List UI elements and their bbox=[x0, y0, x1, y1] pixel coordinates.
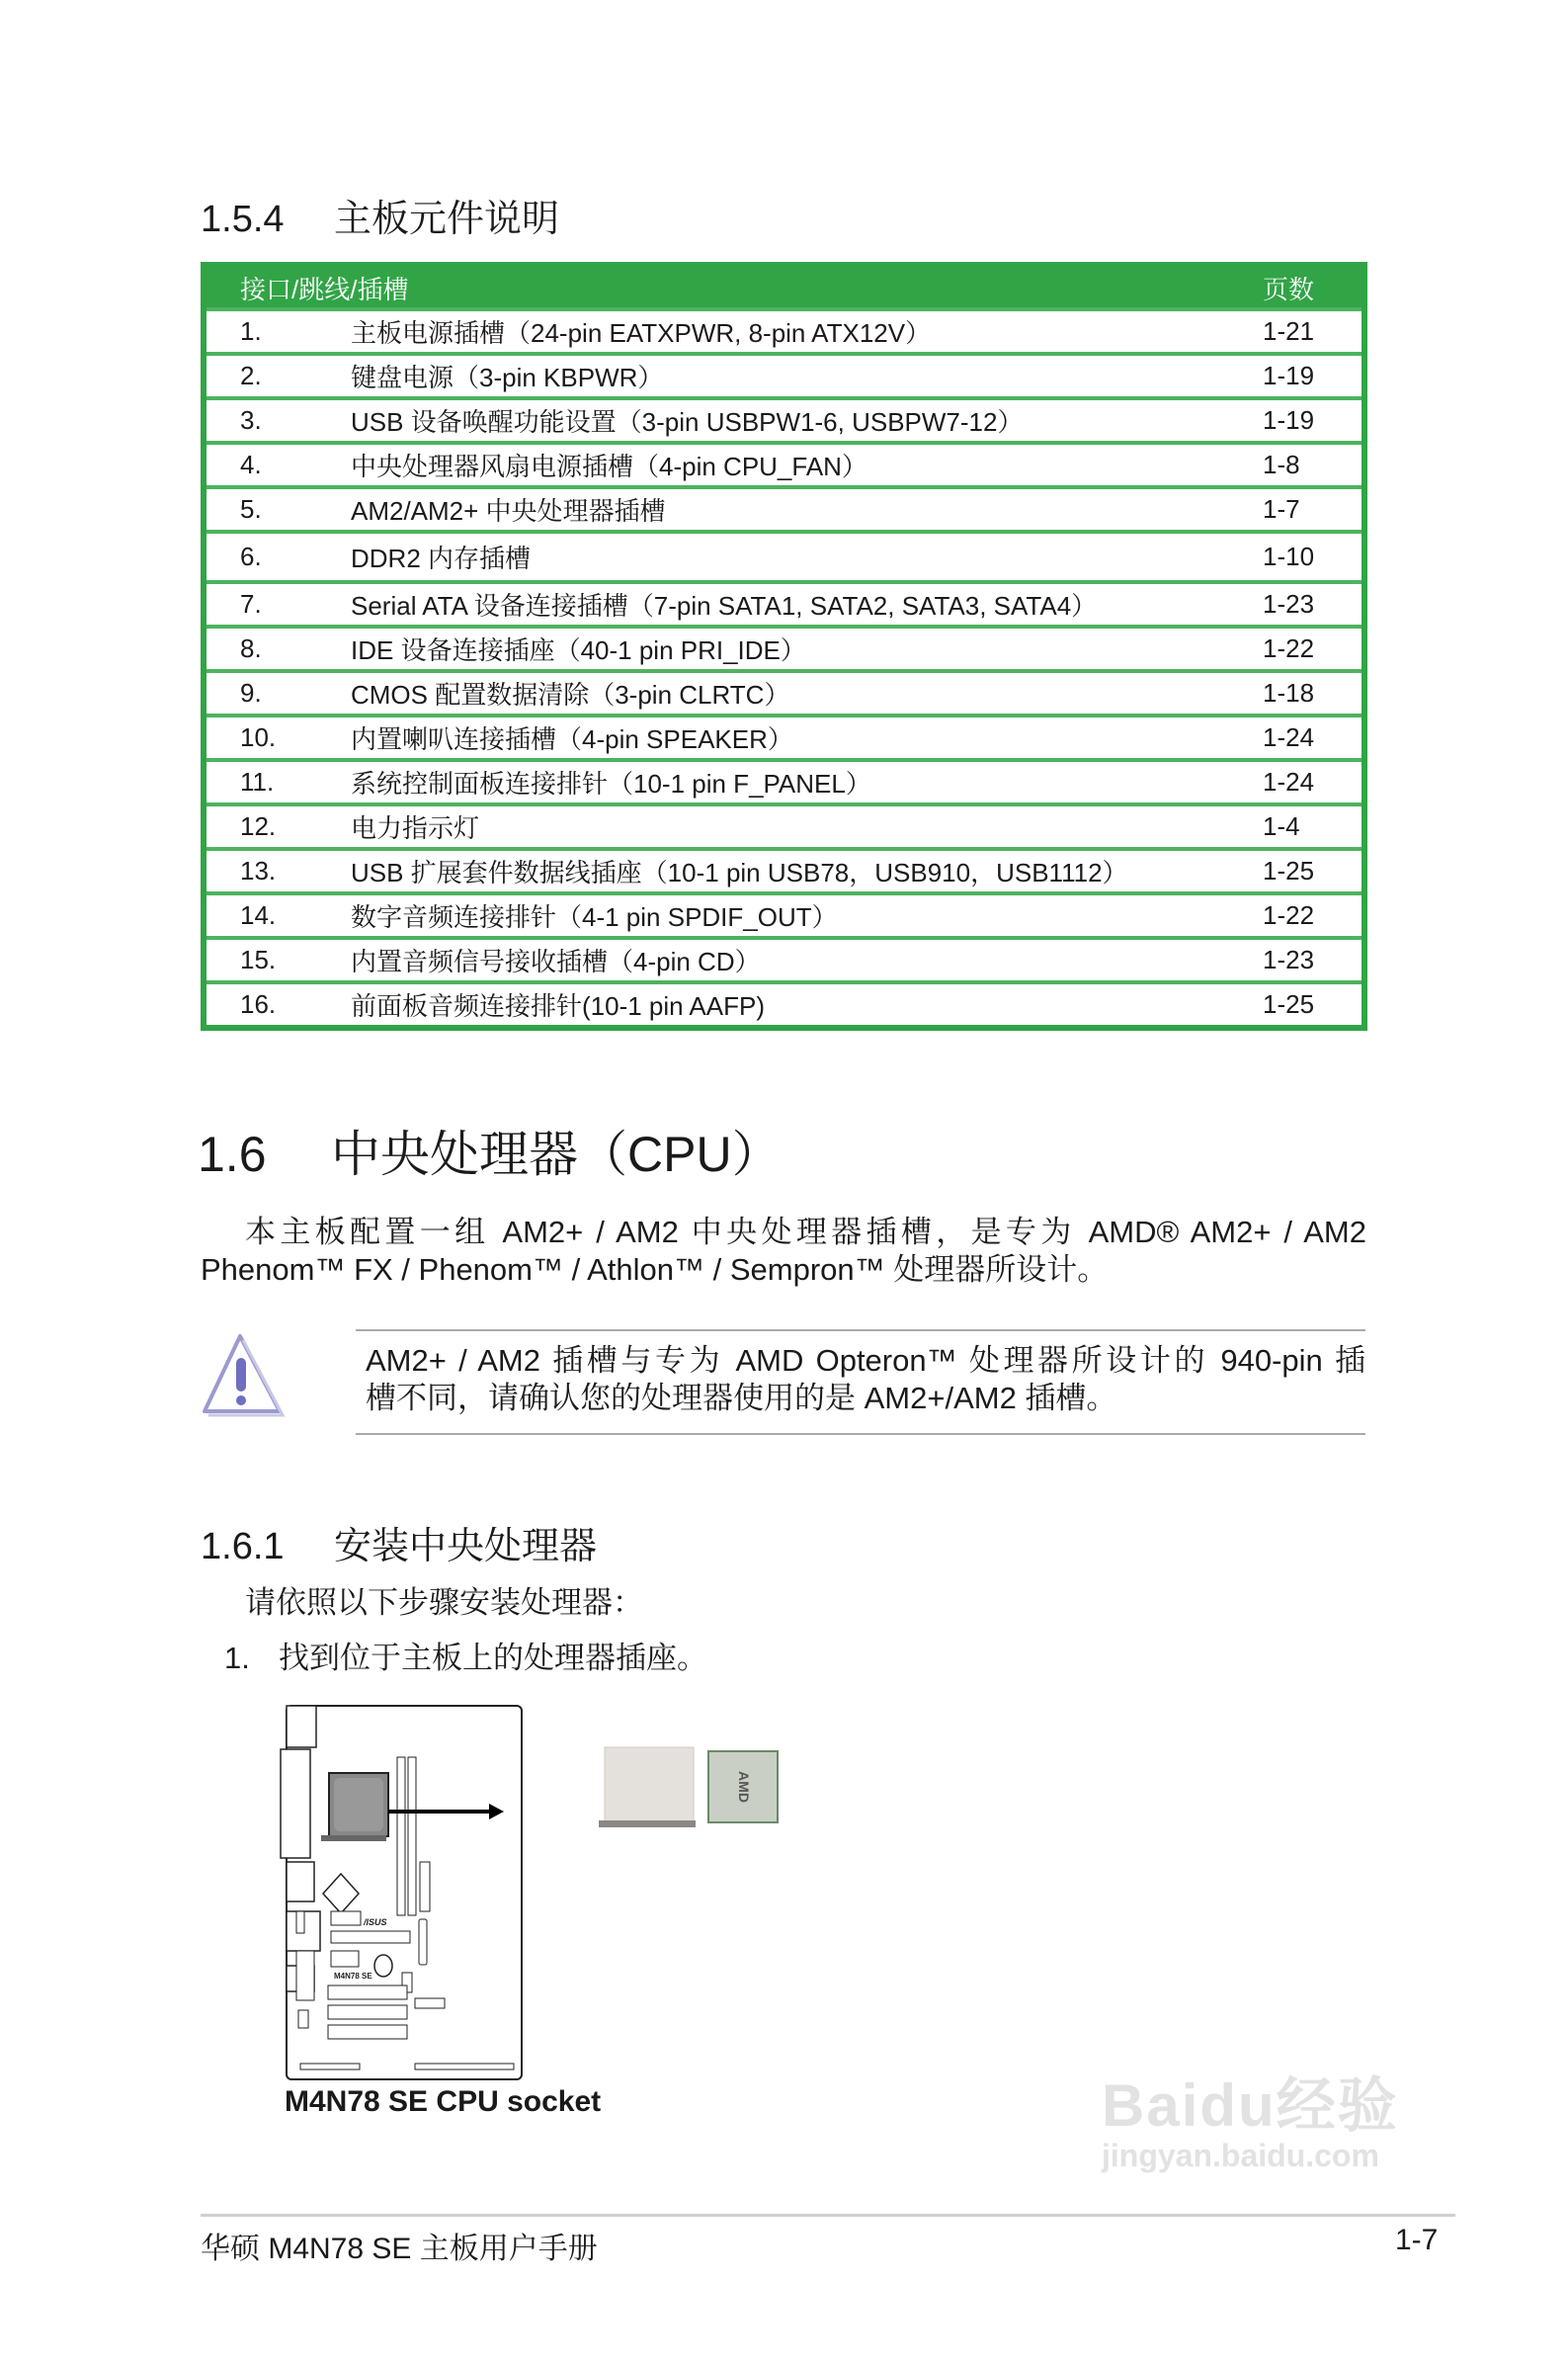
row-description: Serial ATA 设备连接插槽（7-pin SATA1, SATA2, SATA3, SATA4） bbox=[351, 591, 1098, 621]
row-number: 4. bbox=[240, 450, 262, 479]
table-row bbox=[206, 758, 1362, 802]
table-row bbox=[206, 530, 1362, 580]
note-line-2: 槽不同，请确认您的处理器使用的是 AM2+/AM2 插槽。 bbox=[366, 1381, 1117, 1415]
row-page: 1-25 bbox=[1263, 989, 1315, 1019]
intro-line-1: 本主板配置一组 AM2+ / AM2 中央处理器插槽，是专为 AMD® AM2+ / AM2 bbox=[245, 1215, 1366, 1249]
table-row bbox=[206, 352, 1362, 396]
row-description: DDR2 内存插槽 bbox=[351, 544, 532, 573]
section-number: 1.5.4 bbox=[201, 199, 285, 240]
table-row bbox=[206, 714, 1362, 758]
table-row bbox=[206, 485, 1362, 530]
row-description: USB 扩展套件数据线插座（10-1 pin USB78，USB910，USB1112） bbox=[351, 858, 1128, 887]
row-page: 1-4 bbox=[1263, 811, 1300, 841]
row-description: 中央处理器风扇电源插槽（4-pin CPU_FAN） bbox=[351, 452, 867, 481]
board-label: M4N78 SE bbox=[334, 1972, 372, 1981]
note-top-rule bbox=[356, 1329, 1365, 1331]
row-description: 内置喇叭连接插槽（4-pin SPEAKER） bbox=[351, 724, 793, 754]
row-page: 1-10 bbox=[1263, 542, 1315, 571]
table-row bbox=[206, 669, 1362, 714]
step-1 bbox=[224, 1640, 707, 1677]
step-text: 找到位于主板上的处理器插座。 bbox=[279, 1641, 707, 1675]
steps-intro: 请依照以下步骤安装处理器： bbox=[245, 1585, 643, 1620]
row-description: IDE 设备连接插座（40-1 pin PRI_IDE） bbox=[351, 635, 806, 665]
row-page: 1-19 bbox=[1263, 361, 1315, 390]
intro-paragraph bbox=[201, 1214, 1366, 1289]
table-row bbox=[206, 802, 1362, 847]
note-line-1: AM2+ / AM2 插槽与专为 AMD Opteron™ 处理器所设计的 940-pin 插 bbox=[366, 1343, 1365, 1378]
row-number: 8. bbox=[240, 633, 262, 663]
page-number: 1-7 bbox=[1395, 2224, 1439, 2256]
row-page: 1-23 bbox=[1263, 945, 1315, 974]
footer-rule bbox=[201, 2214, 1455, 2217]
row-number: 9. bbox=[240, 678, 262, 708]
row-description: 键盘电源（3-pin KBPWR） bbox=[351, 363, 664, 392]
table-row bbox=[206, 936, 1362, 980]
row-number: 12. bbox=[240, 811, 277, 841]
footer-title: 华硕 M4N78 SE 主板用户手册 bbox=[201, 2233, 598, 2265]
row-page: 1-19 bbox=[1263, 405, 1315, 435]
figure-caption: M4N78 SE CPU socket bbox=[285, 2085, 602, 2118]
row-page: 1-8 bbox=[1263, 450, 1300, 479]
row-number: 7. bbox=[240, 589, 262, 619]
row-number: 15. bbox=[240, 945, 277, 974]
table-row bbox=[206, 847, 1362, 891]
header-page: 页数 bbox=[1263, 274, 1315, 304]
step-number: 1. bbox=[224, 1641, 250, 1675]
watermark-brand: Baidu经验 bbox=[1102, 2072, 1399, 2139]
row-description: 内置音频信号接收插槽（4-pin CD） bbox=[351, 947, 761, 976]
watermark-url: jingyan.baidu.com bbox=[1102, 2138, 1379, 2173]
row-description: 系统控制面板连接排针（10-1 pin F_PANEL） bbox=[351, 769, 871, 799]
cpu-mark: AMD bbox=[736, 1771, 752, 1803]
row-number: 2. bbox=[240, 361, 262, 390]
section-heading-1-6-1 bbox=[201, 1515, 597, 1569]
section-heading-1-6 bbox=[198, 1115, 782, 1186]
warning-icon bbox=[201, 1332, 286, 1422]
row-page: 1-24 bbox=[1263, 722, 1315, 752]
row-number: 3. bbox=[240, 405, 262, 435]
row-number: 1. bbox=[240, 316, 262, 346]
table-row bbox=[206, 580, 1362, 625]
table-row bbox=[206, 396, 1362, 441]
row-page: 1-18 bbox=[1263, 678, 1315, 708]
section-number: 1.6.1 bbox=[201, 1526, 285, 1567]
table-row bbox=[206, 625, 1362, 669]
row-page: 1-22 bbox=[1263, 900, 1315, 930]
row-description: 前面板音频连接排针(10-1 pin AAFP) bbox=[351, 991, 765, 1021]
table-row bbox=[206, 891, 1362, 936]
row-page: 1-22 bbox=[1263, 633, 1315, 663]
table-row bbox=[206, 307, 1362, 352]
note-text bbox=[366, 1342, 1365, 1417]
components-table bbox=[201, 262, 1367, 1031]
section-number: 1.6 bbox=[198, 1127, 267, 1182]
row-page: 1-21 bbox=[1263, 316, 1315, 346]
section-title: 中央处理器（CPU） bbox=[331, 1127, 782, 1182]
row-page: 1-7 bbox=[1263, 494, 1300, 524]
row-number: 10. bbox=[240, 722, 277, 752]
section-heading-1-5-4 bbox=[201, 188, 559, 242]
brand-logo: /ISUS bbox=[364, 1917, 387, 1927]
table-row bbox=[206, 980, 1362, 1025]
row-description: CMOS 配置数据清除（3-pin CLRTC） bbox=[351, 680, 790, 710]
row-number: 14. bbox=[240, 900, 277, 930]
row-description: 数字音频连接排针（4-1 pin SPDIF_OUT） bbox=[351, 902, 838, 932]
row-description: USB 设备唤醒功能设置（3-pin USBPW1-6, USBPW7-12） bbox=[351, 407, 1024, 437]
row-number: 16. bbox=[240, 989, 277, 1019]
row-page: 1-23 bbox=[1263, 589, 1315, 619]
row-page: 1-24 bbox=[1263, 767, 1315, 797]
section-title: 安装中央处理器 bbox=[334, 1526, 598, 1567]
row-number: 6. bbox=[240, 542, 262, 571]
motherboard-diagram bbox=[277, 1704, 869, 2089]
header-description: 接口/跳线/插槽 bbox=[240, 274, 409, 304]
row-page: 1-25 bbox=[1263, 856, 1315, 886]
table-row bbox=[206, 441, 1362, 485]
row-number: 5. bbox=[240, 494, 262, 524]
row-description: 电力指示灯 bbox=[351, 813, 480, 843]
row-description: AM2/AM2+ 中央处理器插槽 bbox=[351, 496, 666, 526]
row-description: 主板电源插槽（24-pin EATXPWR, 8-pin ATX12V） bbox=[351, 318, 932, 348]
section-title: 主板元件说明 bbox=[334, 199, 560, 240]
row-number: 13. bbox=[240, 856, 277, 886]
note-bottom-rule bbox=[356, 1433, 1365, 1435]
row-number: 11. bbox=[240, 767, 275, 797]
watermark bbox=[1102, 2073, 1399, 2173]
table-header bbox=[206, 268, 1362, 307]
intro-line-2: Phenom™ FX / Phenom™ / Athlon™ / Sempron™ 处理器所设计。 bbox=[201, 1252, 1109, 1287]
